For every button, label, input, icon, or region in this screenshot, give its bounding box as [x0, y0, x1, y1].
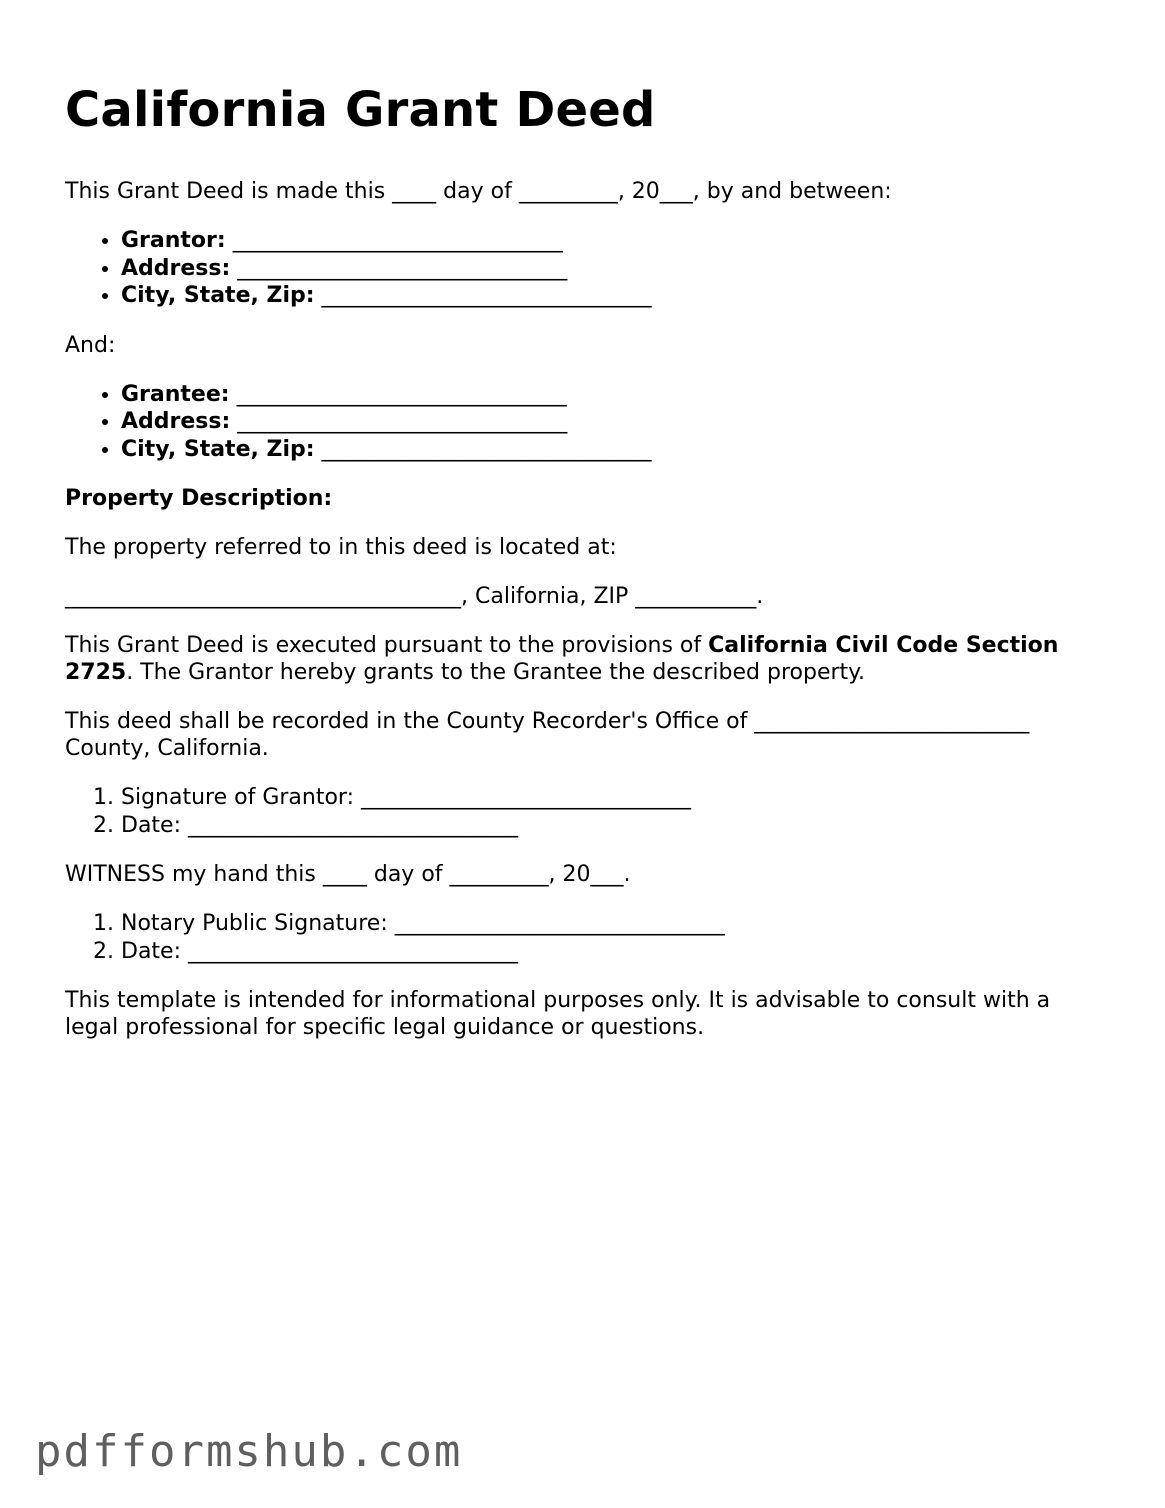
blank-line: ______________________________: [230, 409, 568, 434]
watermark: pdfformshub.com: [35, 1426, 463, 1477]
blank-line: ______________________________: [314, 283, 652, 308]
list-item: [121, 282, 1105, 310]
list-item: [121, 227, 1105, 255]
statute-text-end: . The Grantor hereby grants to the Grantee the described property.: [126, 660, 866, 685]
statute-text-start: This Grant Deed is executed pursuant to the provisions of: [65, 633, 709, 658]
field-label: City, State, Zip:: [121, 283, 315, 308]
list-item: [121, 255, 1105, 283]
field-label: Grantor:: [121, 228, 226, 253]
list-item: 1. Notary Public Signature: ______________________________: [121, 910, 1105, 938]
statute-paragraph: [65, 632, 1105, 686]
and-label: And:: [65, 332, 116, 358]
list-item: [121, 436, 1105, 464]
property-location-line: ____________________________________, California, ZIP ___________.: [65, 584, 764, 609]
disclaimer-paragraph: This template is intended for informational purposes only. It is advisable to consult with a legal professional for specific legal guidance or questions.: [65, 988, 1051, 1040]
statute-reference: California Civil Code Section 2725: [65, 633, 1059, 685]
blank-line: ______________________________: [229, 381, 567, 407]
blank-line: ______________________________: [314, 436, 652, 462]
property-description-heading: Property Description:: [65, 486, 333, 511]
notary-list: [65, 910, 1105, 965]
field-label: Grantee:: [121, 381, 230, 407]
grantor-details-list: [65, 227, 1105, 310]
page-title: California Grant Deed: [65, 82, 656, 138]
field-label: Address:: [121, 409, 231, 434]
property-intro: The property referred to in this deed is located at:: [65, 535, 617, 560]
recording-paragraph: This deed shall be recorded in the County Recorder's Office of _________________________ County, California.: [65, 709, 1030, 761]
grantor-signature-list: [65, 784, 1105, 839]
grantee-details-list: [65, 381, 1105, 464]
field-label: City, State, Zip:: [121, 436, 315, 462]
intro-paragraph: This Grant Deed is made this ____ day of _________, 20___, by and between:: [65, 179, 892, 204]
list-item: 2. Date: ______________________________: [121, 938, 1105, 966]
blank-line: ______________________________: [230, 255, 568, 281]
field-label: Address:: [121, 255, 231, 281]
list-item: 1. Signature of Grantor: ______________________________: [121, 784, 1105, 812]
list-item: [121, 381, 1105, 409]
document-page: [65, 78, 1105, 1063]
list-item: [121, 408, 1105, 436]
witness-paragraph: WITNESS my hand this ____ day of _________, 20___.: [65, 862, 631, 887]
blank-line: ______________________________: [225, 228, 563, 253]
list-item: 2. Date: ______________________________: [121, 812, 1105, 840]
